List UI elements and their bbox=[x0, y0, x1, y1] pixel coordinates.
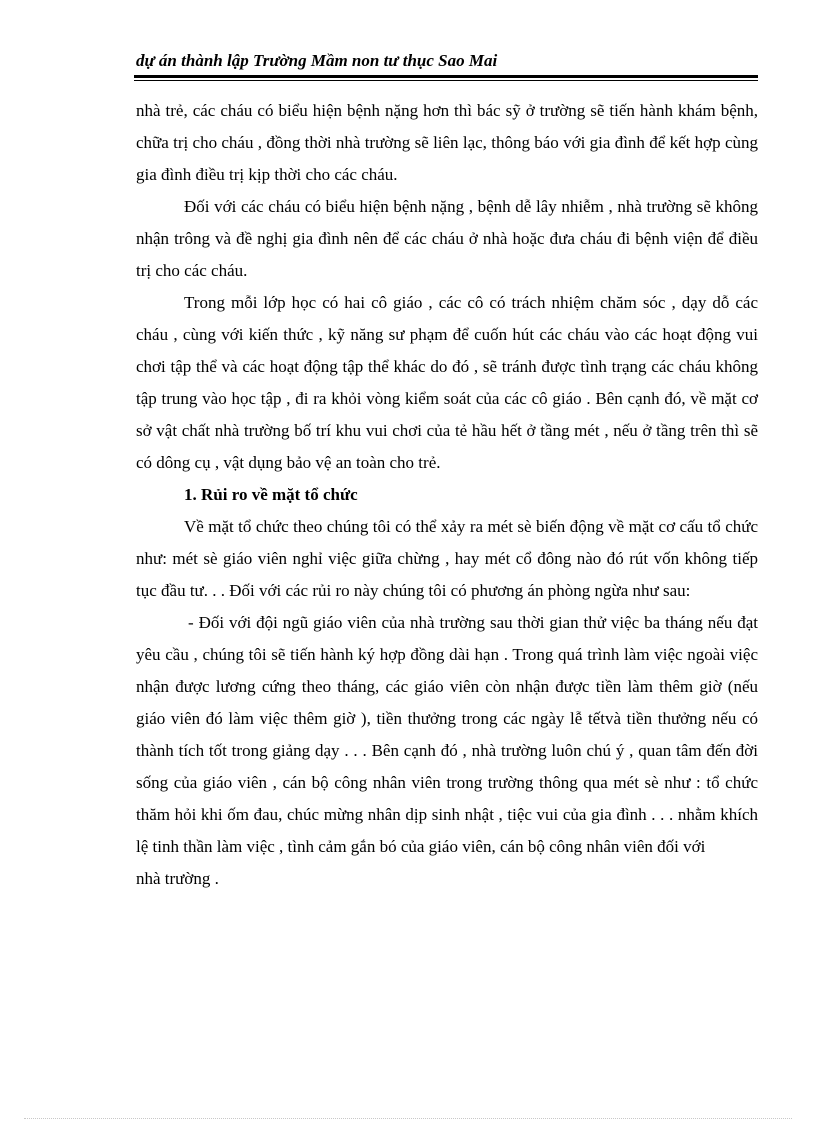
section-heading-organization-risk: 1. Rủi ro về mặt tổ chức bbox=[184, 485, 358, 504]
paragraph-sick-children: Đối với các cháu có biểu hiện bệnh nặng , bệnh dễ lây nhiễm , nhà trường sẽ không nhận trông và đề nghị gia đình nên để các cháu ở nhà hoặc đưa cháu đi bệnh viện để điều trị cho các cháu. bbox=[136, 197, 758, 280]
header-rule-thick bbox=[134, 75, 758, 78]
paragraph-organization-risk: Về mặt tổ chức theo chúng tôi có thể xảy ra mét sè biến động về mặt cơ cấu tổ chức như: mét sè giáo viên nghỉ việc giữa chừng , hay mét cổ đông nào đó rút vốn không tiếp tục đầu tư. . . Đối với các rủi ro này chúng tôi có phương án phòng ngừa như sau: bbox=[136, 517, 758, 600]
document-body bbox=[136, 95, 758, 895]
paragraph-classroom-teachers: Trong mỗi lớp học có hai cô giáo , các cô có trách nhiệm chăm sóc , dạy dỗ các cháu , cùng với kiến thức , kỹ năng sư phạm để cuốn hút các cháu vào các hoạt động vui chơi tập thể và các hoạt động tập thể khác do đó , sẽ tránh được tình trạng các cháu không tập trung vào học tập , đi ra khỏi vòng kiểm soát của các cô giáo . Bên cạnh đó, về mặt cơ sở vật chất nhà trường bố trí khu vui chơi của tẻ hầu hết ở tầng mét , nếu ở tầng trên thì sẽ có dông cụ , vật dụng bảo vệ an toàn cho trẻ. bbox=[136, 293, 758, 472]
header-rule-thin bbox=[134, 80, 758, 81]
page-bottom-dotted-border bbox=[24, 1118, 792, 1119]
paragraph-closing: nhà trường . bbox=[136, 869, 219, 888]
page-header-title: dự án thành lập Trường Mầm non tư thục Sao Mai bbox=[136, 51, 498, 70]
paragraph-continued: nhà trẻ, các cháu có biểu hiện bệnh nặng hơn thì bác sỹ ở trường sẽ tiến hành khám bệnh, chữa trị cho cháu , đồng thời nhà trường sẽ liên lạc, thông báo với gia đình để kết hợp cùng gia đình điều trị kịp thời cho các cháu. bbox=[136, 101, 758, 184]
paragraph-teacher-staff: - Đối với đội ngũ giáo viên của nhà trường sau thời gian thử việc ba tháng nếu đạt yêu cầu , chúng tôi sẽ tiến hành ký hợp đồng dài hạn . Trong quá trình làm việc ngoài việc nhận được lương cứng theo tháng, các giáo viên còn nhận được tiền làm thêm giờ (nếu giáo viên đó làm việc thêm giờ ), tiền thưởng trong các ngày lễ tếtvà tiền thưởng nếu có thành tích tốt trong giảng dạy . . . Bên cạnh đó , nhà trường luôn chú ý , quan tâm đến đời sống của giáo viên , cán bộ công nhân viên trong trường thông qua mét sè như : tổ chức thăm hỏi khi ốm đau, chúc mừng nhân dịp sinh nhật , tiệc vui của gia đình . . . nhằm khích lệ tinh thần làm việc , tình cảm gắn bó của giáo viên, cán bộ công nhân viên đối với bbox=[136, 613, 758, 856]
